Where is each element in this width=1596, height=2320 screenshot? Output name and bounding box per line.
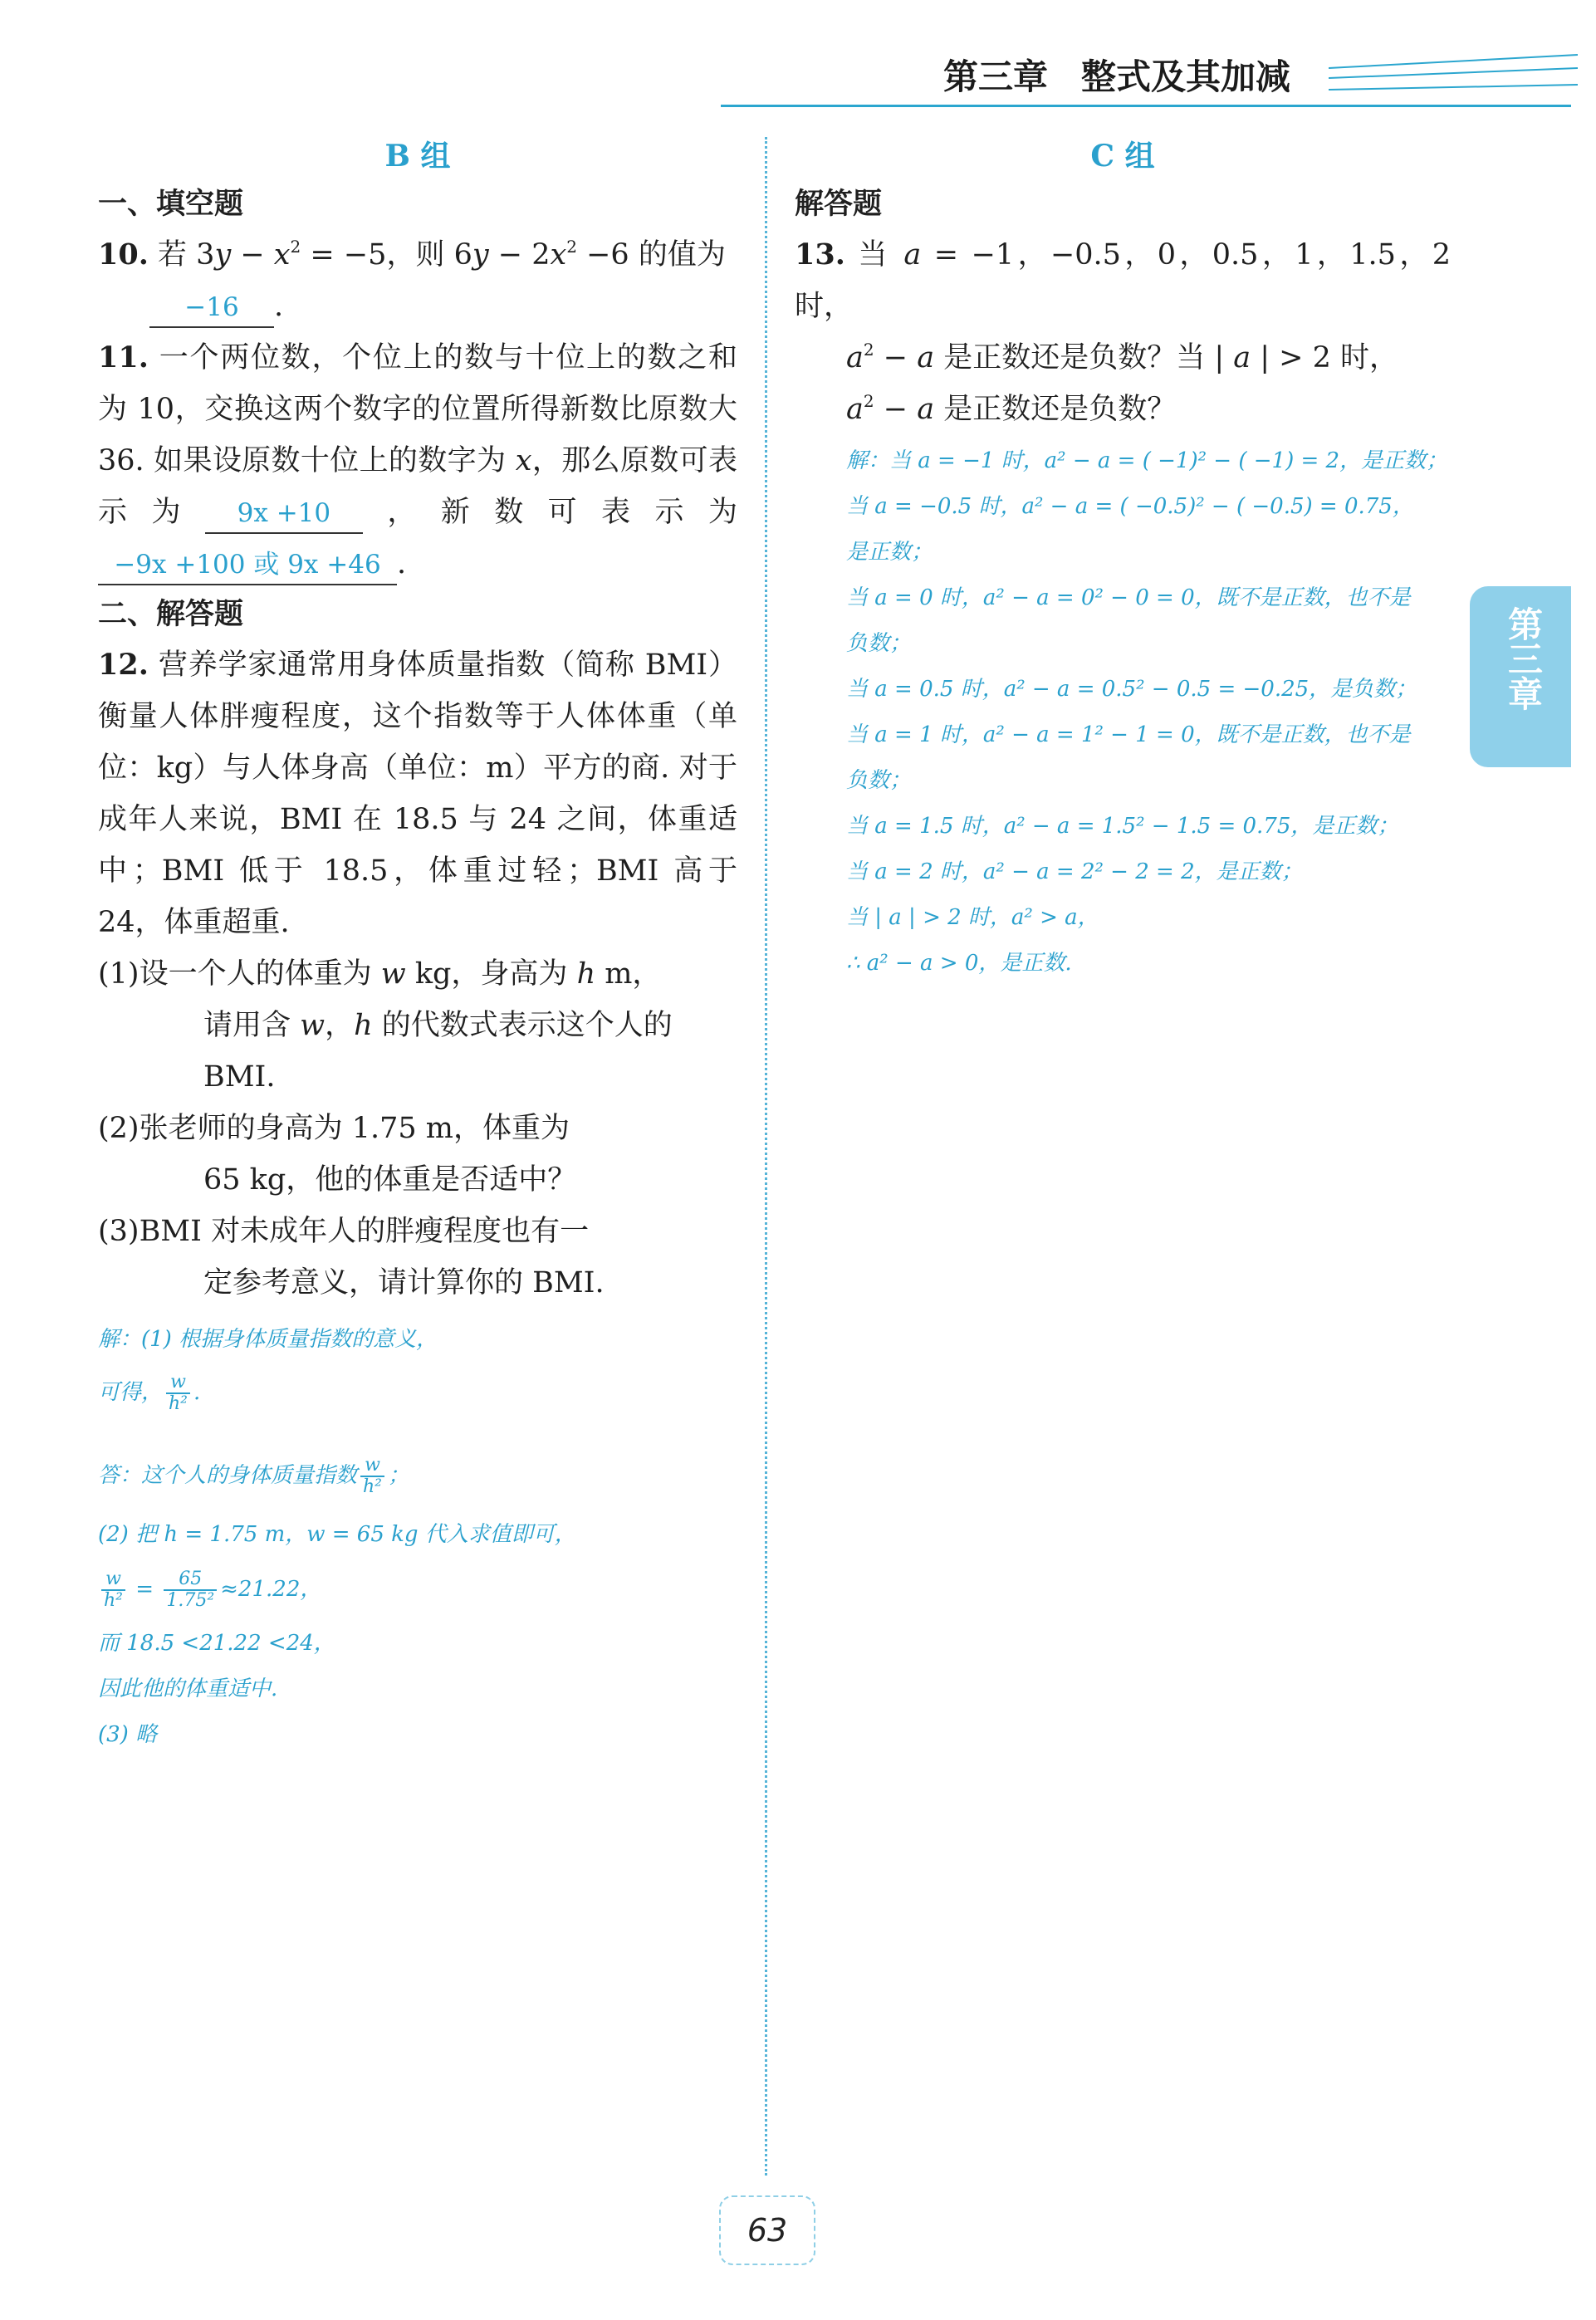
question-12-part-2: (2)张老师的身高为 1.75 m，体重为	[98, 1112, 570, 1145]
question-number: 12.	[98, 648, 149, 682]
chapter-side-tab[interactable]	[1470, 586, 1571, 767]
question-number: 11.	[98, 340, 149, 374]
solve-heading-c: 解答题	[795, 188, 883, 221]
right-column	[795, 133, 1451, 986]
answer-13: 解：当 a = −1 时，a² − a = ( −1)² − ( −1) = 2，是正数； 当 a = −0.5 时，a² − a = ( −0.5)² − ( −0.5) = 0.75， 是正数； 当 a = 0 时，a² − a = 0² − 0 = 0，既不是正数，也不是 负数； 当 a = 0.5 时，a² − a = 0.5² − 0.5 = −0.25，是负数； 当 a = 1 时，a² − a = 1² − 1 = 0，既不是正数，也不是 负数； 当 a = 1.5 时，a² − a = 1.5² − 1.5 = 0.75，是正数； 当 a = 2 时，a² − a = 2² − 2 = 2，是正数； 当 | a | > 2 时，a² > a， ∴ a² − a > 0，是正数.	[846, 448, 1448, 976]
group-c-heading: C 组	[1090, 139, 1155, 174]
answer-blank-11b[interactable]: −9x +100 或 9x +46	[98, 546, 397, 585]
column-divider	[765, 137, 767, 2176]
chapter-title	[943, 50, 1290, 100]
page-number-box	[719, 2195, 815, 2265]
fill-blank-heading: 一、填空题	[98, 188, 244, 221]
solve-heading: 二、解答题	[98, 598, 244, 631]
page-number: 63	[747, 2212, 788, 2249]
chapter-number: 第三章	[942, 56, 1048, 97]
question-number: 10.	[98, 237, 149, 272]
header-decoration-lines	[1329, 43, 1578, 101]
question-11: 11. 一个两位数，个位上的数与十位上的数之和为 10，交换这两个数字的位置所得新数比原数大 36. 如果设原数十位上的数字为 x，那么原数可表示为 9x +10 ，新数可表示为−9x +100 或 9x +46 .	[98, 332, 737, 590]
question-13: 13. 当 a = −1，−0.5，0，0.5，1，1.5，2 时， $a^2 - a$ 是正数还是负数？当 | a | > 2 时， $a^2 - a$ 是正数还是负数？	[795, 237, 1451, 426]
answer-blank-10[interactable]: −16	[149, 288, 274, 328]
group-b-heading: B 组	[384, 139, 451, 174]
question-12: 12. 营养学家通常用身体质量指数（简称 BMI）衡量人体胖瘦程度，这个指数等于人体体重（单位：kg）与人体身高（单位：m）平方的商. 对于成年人来说，BMI 在 18.5 与 24 之间，体重适中；BMI 低于 18.5，体重过轻；BMI 高于 24，体重超重.	[98, 648, 737, 939]
chapter-name: 整式及其加减	[1080, 56, 1290, 97]
left-column: B 组 一、填空题 10. 若 $3y - x^2 = -5$，则 $6y - 2x^2 -6$ 的值为 −16 . 11. 一个两位数，个位上的数与十位上的数之和为 10，交换这两个数字的位置所得新数比原数大 36. 如果设原数十位上的数字为 x，那么原数可表示为 9x +10 ，新数可表示为−9x +100 或 9x +46 . 二、解答题 12. 营养学家通常用身体质量指数（简称 BMI）衡量人体胖瘦程度，这个指数等于人体体重（单位：kg）与人体身高（单位：m）平方的商. 对于成年人来说，BMI 在 18.5 与 24 之间，体重适中；BMI 低于 18.5，体重过轻；BMI 高于 24，体重超重. (1)设一个人的体重为 w kg，身高为 h m， 请用含 w，h 的代数式表示这个人的 BMI. (2)张老师的身高为 1.75 m，体重为 65 kg，他的体重是否适中？ (3)BMI 对未成年人的胖瘦程度也有一 定参考意义，请计算你的 BMI. 解：(1) 根据身体质量指数的意义， 可得， $\frac{w}{\text{h²}}$ . 答：这个人的身体质量指数 $\frac{w}{\text{h²}}$ ； (2) 把 h = 1.75 m，w = 65 kg 代入求值即可， $\frac{w}{\text{h²}}$ = $\frac{65}{\text{1.75²}}$ ≈21.22， 而 18.5 <21.22 <24， 因此他的体重适中. (3) 略	[98, 133, 737, 1758]
question-10: 10. 若 $3y - x^2 = -5$，则 $6y - 2x^2 -6$ 的值为 −16 .	[98, 229, 737, 332]
answer-blank-11a[interactable]: 9x +10	[205, 494, 363, 534]
side-tab-label: 第三章	[1503, 606, 1544, 711]
header-rule	[721, 105, 1571, 107]
answer-12: 解：(1) 根据身体质量指数的意义， 可得， $\frac{w}{\text{h²}}$ . 答：这个人的身体质量指数 $\frac{w}{\text{h²}}$ ； (2) 把 h = 1.75 m，w = 65 kg 代入求值即可， $\frac{w}{\text{h²}}$ = $\frac{65}{\text{1.75²}}$ ≈21.22， 而 18.5 <21.22 <24， 因此他的体重适中. (3) 略	[98, 1327, 576, 1747]
question-12-part-3: (3)BMI 对未成年人的胖瘦程度也有一	[98, 1215, 590, 1248]
question-12-part-1: (1)设一个人的体重为 w kg，身高为 h m，	[98, 957, 662, 991]
question-number: 13.	[795, 237, 845, 272]
